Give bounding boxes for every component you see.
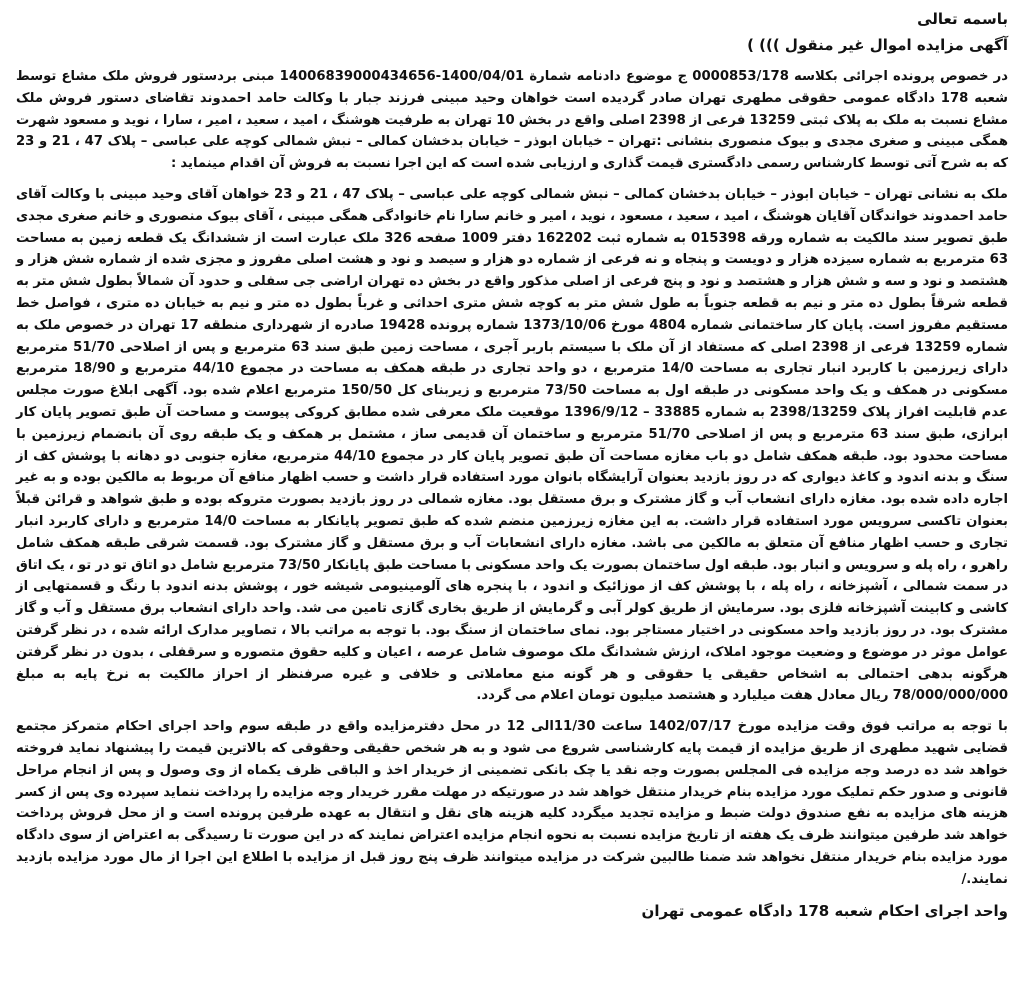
intro-paragraph: در خصوص پرونده اجرائی بکلاسه 0000853/178 ج موضوع دادنامه شمارة 1400/04/01-14006839000434656 مبنی بردستور فروش ملک مشاع توسط شعبه 178 دادگاه عمومی حقوقی مطهری تهران صادر گردیده است خواهان وحید مبینی فرزند جبار با وکالت حامد احمدوند تقاضای دستور فروش ملک مشاع نسبت به ملک به پلاک ثبتی 13259 فرعی از 2398 اصلی واقع در بخش 10 تهران به طرفیت هوشنگ ، امید ، سعید ، امیر ، سارا ، نوید و مسعود شهرت همگی مبینی و صغری مجدی و بیوک منصوری بنشانی :تهران – خیابان ابوذر – خیابان بدخشان کمالی – نبش شمالی کوچه علی عباسی – پلاک 47 ، 21 و 23 که به شرح آتی توسط کارشناس رسمی دادگستری قیمت گذاری و ارزیابی شده است که این اجرا نسبت به فروش آن اقدام مینماید : (16, 69, 1009, 172)
auction-terms-paragraph: با توجه به مراتب فوق وقت مزایده مورخ 1402/07/17 ساعت 11/30الی 12 در محل دفترمزایده واقع در طبقه سوم واحد اجرای احکام متمرکز مجتمع قضایی شهید مطهری از طریق مزایده از قیمت پایه کارشناسی شروع می شود و به هر شخص حقیقی وحقوقی که بالاترین قیمت را پیشنهاد نماید فروخته خواهد شد ده درصد وجه مزایده فی المجلس بصورت وجه نقد یا چک بانکی تضمینی از خریدار اخذ و الباقی ظرف یکماه از وی وصول و پس از انجام مراحل قانونی و صدور حکم تملیک مورد مزایده بنام خریدار منتقل خواهد شد در صورتیکه در مهلت مقرر خریدار وجه مزایده را پرداخت ننماید سپرده وی پس از کسر هزینه های مزایده به نفع صندوق دولت ضبط و مزایده تجدید میگردد کلیه هزینه های نقل و انتقال به عهده طرفین پرونده است و از محل فروش پرداخت خواهد شد طرفین میتوانند ظرف یک هفته از تاریخ مزایده نسبت به نحوه انجام مزایده اعتراض نمایند که در این صورت تا رسیدگی به اعتراض از سوی دادگاه مورد مزایده بنام خریدار منتقل نخواهد شد ضمنا طالبین شرکت در مزایده میتوانند ظرف پنج روز قبل از مزایده با اطلاع این اجرا از مال مورد مزایده بازدید نمایند./ (16, 719, 1008, 887)
property-description-paragraph: ملک به نشانی تهران – خیابان ابوذر – خیابان بدخشان کمالی – نبش شمالی کوچه علی عباسی – پلاک 47 ، 21 و 23 خواهان آقای وحید مبینی با وکالت آقای حامد احمدوند خواندگان آقایان هوشنگ ، امید ، سعید ، مسعود ، نوید ، امیر و خانم سارا نام خانوادگی همگی مبینی ، آقای بیوک منصوری و خانم صغری مجدی طبق تصویر سند مالکیت به شماره ورقه 015398 به شماره ثبت 162202 دفتر 1009 صفحه 326 ملک عبارت است از ششدانگ یک قطعه زمین به مساحت 63 مترمربع به شماره سیزده هزار و دویست و پنجاه و نه فرعی از شماره دو هزار و سیصد و نود و هشت اصلی مفروز و مجزی شده از شماره شش هزار و هشتصد و نود و سه و شش هزار و هشتصد و نود و پنج فرعی از اصلی مذکور واقع در بخش ده تهران اراضی جی سفلی و حدود آن شمالاً بطول شش متر به قطعه شرقاً بطول ده متر و نیم به قطعه جنوباً به طول شش متر به کوچه شش متری احداثی و غرباً بطول ده متر و نیم به خیابان ده متری ، فواصل خط مستقیم مفروز است. پایان کار ساختمانی شماره 4804 مورخ 1373/10/06 شماره پرونده 19428 صادره از شهرداری منطقه 17 تهران در خصوص ملک به شماره 13259 فرعی از 2398 اصلی که مستفاد از آن ملک با سیستم باربر آجری ، مساحت زمین طبق سند 63 مترمربع و پس از اصلاحی 51/70 مترمربع دارای زیرزمین با کاربرد انبار تجاری به مساحت 14/0 مترمربع ، دو واحد تجاری در طبقه همکف به مساحت در مجموع 44/10 مترمربع و 18/90 مترمربع مسکونی در همکف و یک واحد مسکونی در طبقه اول به مساحت 73/50 مترمربع و زیربنای کل 150/50 مترمربع اعلام شده بود. آگهی ابلاغ صورت مجلس عدم قابلیت افراز پلاک 2398/13259 به شماره 33885 – 1396/9/12 موقعیت ملک معرفی شده مطابق کروکی پیوست و مساحت آن طبق تصویر پایان کار ابرازی، طبق سند 63 مترمربع و پس از اصلاحی 51/70 مترمربع و ساختمان آن قدیمی ساز ، مشتمل بر همکف و یک طبقه روی آن بانضمام زیرزمین با مساحت محدود بود. طبقه همکف شامل دو باب مغازه مساحت آن طبق تصویر پایان کار در مجموع 44/10 مترمربع، مغازه جنوبی دو دهانه با پوشش کف از سنگ و بدنه اندود و کاغذ دیواری که در روز بازدید بعنوان آرایشگاه بانوان مورد استفاده قرار داشت و حسب اظهار منافع آن مربوط به مالکین بوده و به غیر اجاره داده شده بود. مغازه دارای انشعاب آب و گاز مشترک و برق مستقل بود. مغازه شمالی در روز بازدید بصورت متروکه بوده و طبق شواهد و قرائن قبلاً بعنوان تاکسی سرویس مورد استفاده قرار داشت. به این مغازه زیرزمین منضم شده که طبق تصویر پایانکار به مساحت 14/0 مترمربع و دارای کاربرد انبار تجاری و حسب اظهار منافع آن متعلق به مالکین می باشد. مغازه دارای انشعابات آب و برق مستقل و گاز مشترک بود. قسمت شرقی طبقه همکف شامل راهرو ، راه پله و سرویس و انبار بود. طبقه اول ساختمان بصورت یک واحد مسکونی با مساحت طبق پایانکار 73/50 مترمربع شامل دو اتاق تو در تو ، یک اتاق در سمت شمالی ، آشپزخانه ، راه پله ، با پوشش کف از موزائیک و اندود ، با پنجره های آلومینیومی شیشه خور ، پوشش بدنه اندود با رنگ و قسمتهایی از کاشی و کابینت آشپزخانه فلزی بود. سرمایش از طریق کولر آبی و گرمایش از طریق بخاری گازی تامین می شد. واحد دارای انشعاب برق مستقل و آب و گاز مشترک بود. در روز بازدید واحد مسکونی در اختیار مستاجر بود. نمای ساختمان از سنگ بود. با توجه به مراتب بالا ، تصاویر مدارک ارائه شده ، در نظر گرفتن عوامل موثر در موضوع و وضعیت موجود املاک، ارزش ششدانگ ملک موصوف شامل عرصه ، اعیان و کلیه حقوق متصوره و سرقفلی ، بدون در نظر گرفتن هرگونه بدهی احتمالی به اشخاص حقیقی یا حقوقی و هر گونه منع معاملاتی و خلافی و غیره صرفنظر از احراز مالکیت به نرخ پایه به مبلغ 78/000/000/000 ریال معادل هفت میلیارد و هشتصد میلیون تومان اعلام می گردد. (16, 186, 1009, 704)
issuing-authority-signature: واحد اجرای احکام شعبه 178 دادگاه عمومی تهران (641, 902, 1008, 921)
notice-title: آگهی مزایده اموال غیر منقول ))) ) (747, 36, 1008, 54)
basmala-heading: باسمه تعالی (917, 10, 1008, 28)
